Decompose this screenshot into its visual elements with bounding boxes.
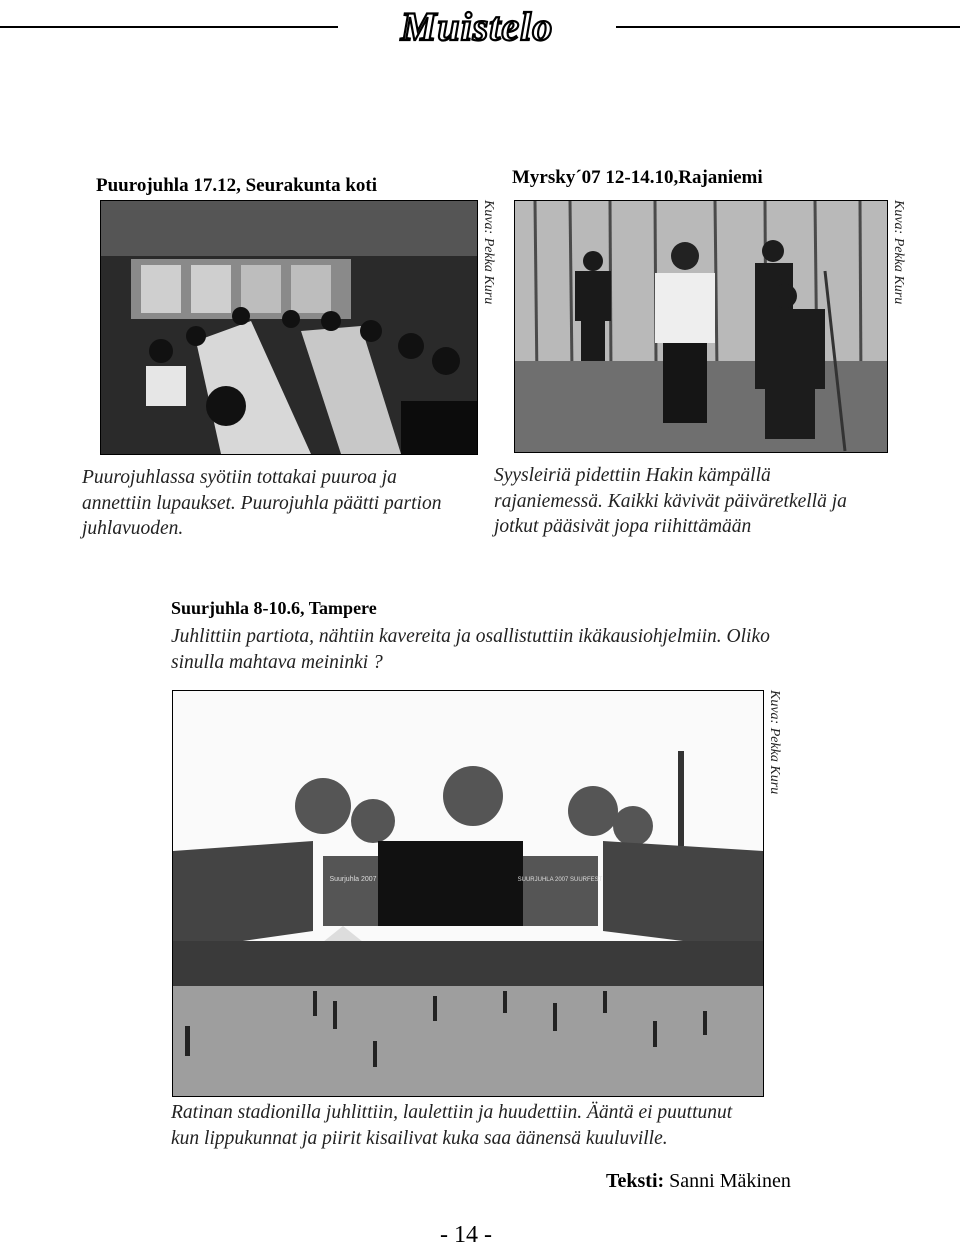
event2-credit: Kuva: Pekka Kuru [891,200,906,305]
event2-caption: Syysleiriä pidettiin Hakin kämpällä rajaniemessä. Kaikki kävivät päiväretkellä ja jotkut pääsivät jopa riihittämään [494,465,847,537]
section-logo [338,0,616,58]
page-number: - 14 - [440,1222,492,1248]
author-label: Teksti: [606,1170,665,1192]
author-name: Sanni Mäkinen [669,1170,791,1192]
stage-banner-right: SUURJUHLA 2007 SUURFEST [517,877,603,883]
event1-title: Puurojuhla 17.12, Seurakunta koti [96,175,378,196]
logo-text: Muistelo [400,4,554,49]
event2-title: Myrsky´07 12-14.10,Rajaniemi [512,167,763,188]
header-rule-left [0,26,338,28]
event3-title: Suurjuhla 8-10.6, Tampere [171,598,377,618]
author-credit [606,1170,791,1193]
event3-caption: Ratinan stadionilla juhlittiin, laulettiin ja huudettiin. Ääntä ei puuttunut kun lippukunnat ja piirit kisailivat kuka saa äänensä kuuluville. [171,1102,733,1149]
event3-photo [172,690,764,1097]
event1-photo [100,200,478,455]
event1-credit: Kuva: Pekka Kuru [481,200,496,305]
header-rule-right [616,26,960,28]
event1-caption: Puurojuhlassa syötiin tottakai puuroa ja annettiin lupaukset. Puurojuhla päätti partion juhlavuoden. [82,467,442,539]
stage-banner-left: Suurjuhla 2007 [329,876,377,883]
event2-photo [514,200,888,453]
event3-intro: Juhlittiin partiota, nähtiin kavereita ja osallistuttiin ikäkausiohjelmiin. Oliko sinulla mahtava meininki ? [171,626,770,673]
event3-credit: Kuva: Pekka Kuru [767,690,782,795]
